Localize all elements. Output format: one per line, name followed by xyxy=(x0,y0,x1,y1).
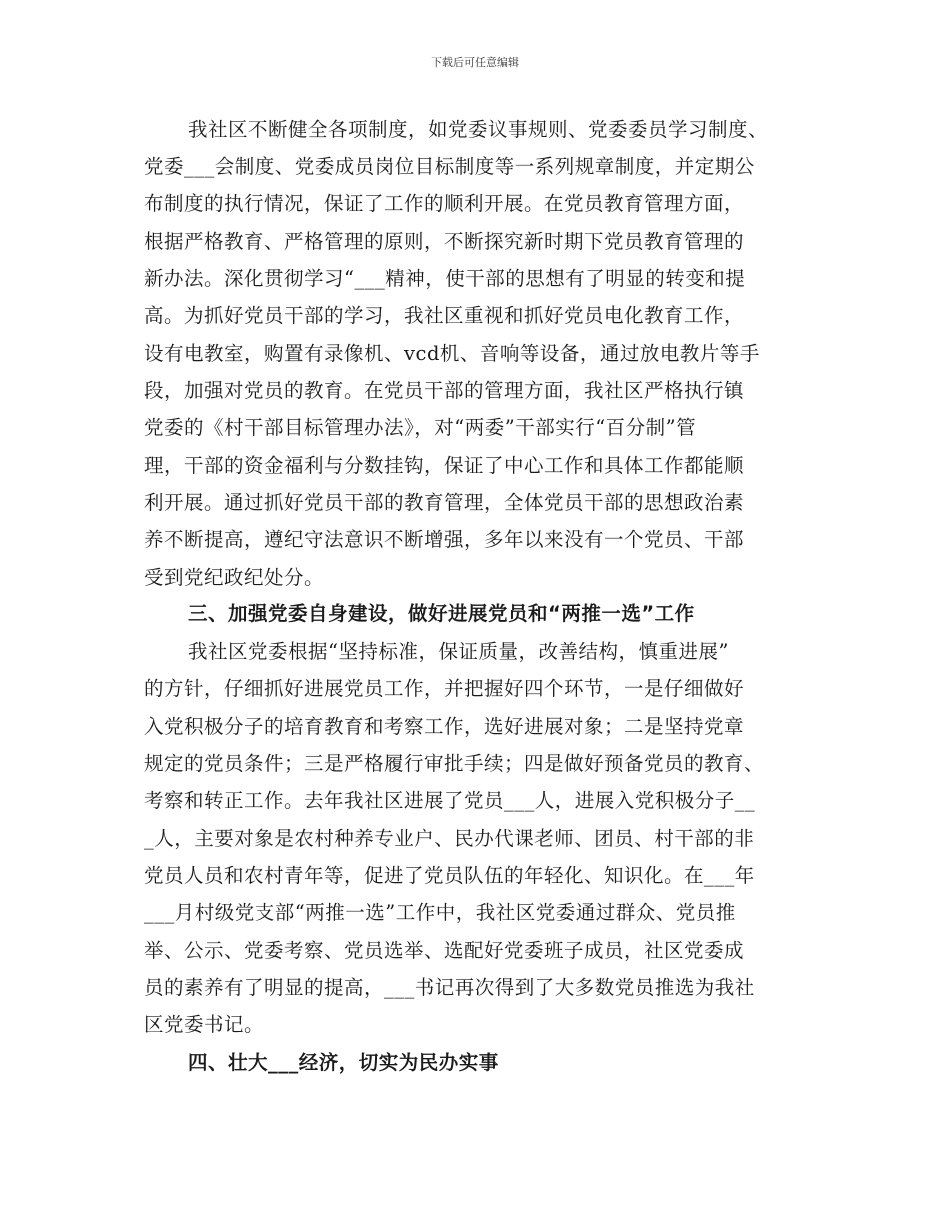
text-line: 布制度的执行情况，保证了工作的顺利开展。在党员教育管理方面， xyxy=(144,192,745,215)
text-line: 理，干部的资金福利与分数挂钩，保证了中心工作和具体工作都能顺 xyxy=(144,454,745,477)
text-line: _人，主要对象是农村种养专业户、民办代课老师、团员、村干部的非 xyxy=(144,827,755,850)
text-line: 的方针，仔细抓好进展党员工作，并把握好四个环节，一是仔细做好 xyxy=(144,677,745,700)
text-line: 区党委书记。 xyxy=(144,1013,265,1036)
text-line: 受到党纪政纪处分。 xyxy=(144,566,325,589)
text-line: 党员人员和农村青年等，促进了党员队伍的年轻化、知识化。在___年 xyxy=(144,864,755,887)
text-line: 举、公示、党委考察、党员选举、选配好党委班子成员，社区党委成 xyxy=(144,939,745,962)
text-line: 员的素养有了明显的提高，___书记再次得到了大多数党员推选为我社 xyxy=(144,976,755,999)
text-line: 利开展。通过抓好党员干部的教育管理，全体党员干部的思想政治素 xyxy=(144,491,745,514)
text-line: 高。为抓好党员干部的学习，我社区重视和抓好党员电化教育工作， xyxy=(144,304,745,327)
text-line: 入党积极分子的培育教育和考察工作，选好进展对象；二是坚持党章 xyxy=(144,715,745,738)
text-line: 规定的党员条件；三是严格履行审批手续；四是做好预备党员的教育、 xyxy=(144,752,765,775)
text-line: 考察和转正工作。去年我社区进展了党员___人，进展入党积极分子__ xyxy=(144,789,756,812)
text-line: 我社区不断健全各项制度，如党委议事规则、党委委员学习制度、 xyxy=(188,118,769,141)
text-line: 段，加强对党员的教育。在党员干部的管理方面，我社区严格执行镇 xyxy=(144,379,745,402)
text-line: 新办法。深化贯彻学习“___精神，使干部的思想有了明显的转变和提 xyxy=(144,267,746,290)
text-line: 根据严格教育、严格管理的原则，不断探究新时期下党员教育管理的 xyxy=(144,230,745,253)
text-line: 我社区党委根据“坚持标准，保证质量，改善结构，慎重进展” xyxy=(188,640,729,663)
page-header: 下载后可任意编辑 xyxy=(431,56,519,69)
text-line: 养不断提高，遵纪守法意识不断增强，多年以来没有一个党员、干部 xyxy=(144,528,745,551)
section-heading: 三、加强党委自身建设，做好进展党员和“两推一选”工作 xyxy=(188,602,695,625)
text-line: ___月村级党支部“两推一选”工作中，我社区党委通过群众、党员推 xyxy=(144,901,736,924)
text-line: 党委___会制度、党委成员岗位目标制度等一系列规章制度，并定期公 xyxy=(144,155,755,178)
section-heading: 四、壮大___经济，切实为民办实事 xyxy=(188,1051,499,1074)
text-line: 党委的《村干部目标管理办法》，对“两委”干部实行“百分制”管 xyxy=(144,416,697,439)
text-line: 设有电教室，购置有录像机、vcd机、音响等设备，通过放电教片等手 xyxy=(144,342,760,365)
